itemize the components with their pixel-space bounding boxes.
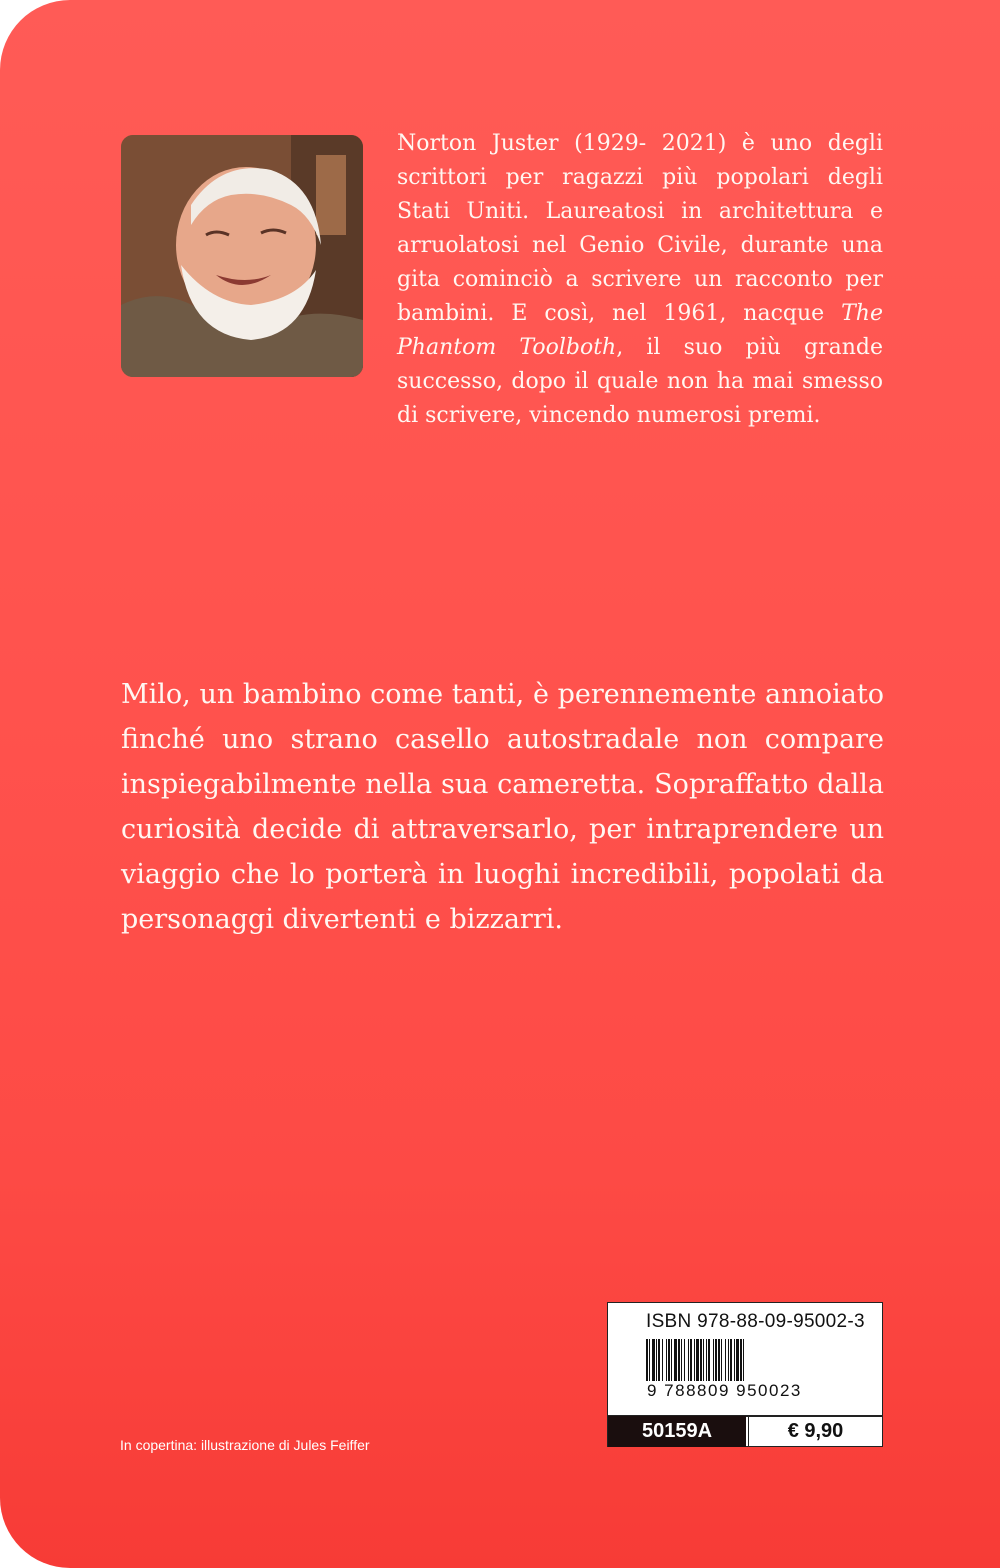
barcode-digits: 9 788809 950023	[647, 1381, 802, 1400]
author-photo	[121, 135, 363, 377]
book-title-italic: The Phantom Toolboth	[397, 301, 883, 360]
author-bio-text-end: , il suo più grande successo, dopo il quale non ha mai smesso di scrivere, vincendo numerosi premi.	[397, 335, 883, 428]
price: € 9,90	[748, 1416, 882, 1447]
author-bio-text: Norton Juster (1929- 2021) è uno degli scrittori per ragazzi più popolari degli Stati Uniti. Laureatosi in architettura e arruolatosi nel Genio Civile, durante una gita cominciò a scrivere un racconto per bambini. E così, nel 1961, nacque	[397, 131, 883, 326]
author-portrait-image	[121, 135, 363, 377]
barcode-label	[607, 1302, 883, 1447]
product-code: 50159A	[608, 1416, 746, 1447]
isbn-text: ISBN 978-88-09-95002-3	[646, 1311, 865, 1332]
cover-credits: In copertina: illustrazione di Jules Feiffer	[120, 1437, 370, 1453]
author-bio	[397, 127, 883, 433]
book-synopsis: Milo, un bambino come tanti, è perennemente annoiato finché uno strano casello autostradale non compare inspiegabilmente nella sua cameretta. Sopraffatto dalla curiosità decide di attraversarlo, per intraprendere un viaggio che lo porterà in luoghi incredibili, popolati da personaggi divertenti e bizzarri.	[121, 679, 884, 935]
